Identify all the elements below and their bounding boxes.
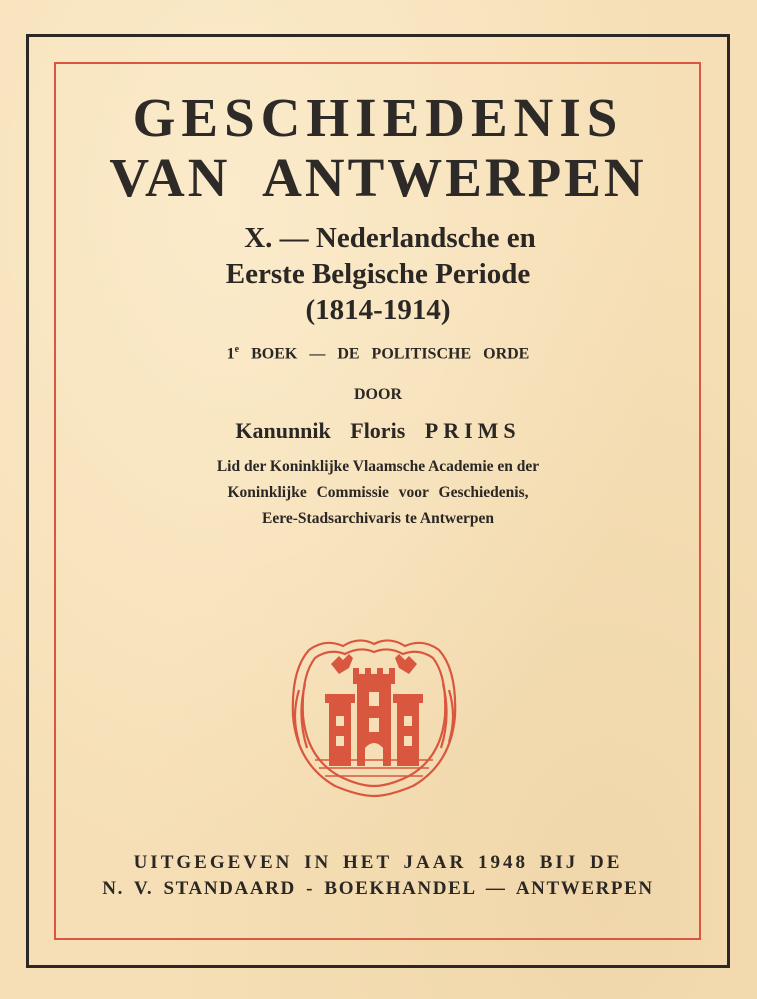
publisher-line-2: N. V. STANDAARD - BOEKHANDEL — ANTWERPEN [102,878,654,899]
publisher-line-1: UITGEGEVEN IN HET JAAR 1948 BIJ DE [133,852,623,873]
subtitle-line-1: X. — Nederlandsche en [244,222,536,254]
author-surname: PRIMS [424,418,521,443]
book-title: BOEK — DE POLITISCHE ORDE [239,345,530,363]
affiliation-line-1: Lid der Koninklijke Vlaamsche Academie en der [216,458,540,475]
book-number-suffix: e [234,344,240,355]
title-line-2: VAN ANTWERPEN [109,147,647,208]
subtitle-years: (1814-1914) [305,294,451,326]
book-heading [60,344,696,363]
book-number: 1 [226,345,235,363]
affiliation-line-3: Eere-Stadsarchivaris te Antwerpen [262,510,494,527]
affiliation-line-2: Koninklijke Commissie voor Geschiedenis, [227,484,529,501]
author-prefix: Kanunnik Floris [235,418,406,443]
author-name [60,418,696,444]
title-line-1: GESCHIEDENIS [132,87,624,148]
by-label: DOOR [354,386,402,403]
antwerp-coat-of-arms-icon [285,630,463,798]
subtitle-line-2: Eerste Belgische Periode [225,258,531,290]
